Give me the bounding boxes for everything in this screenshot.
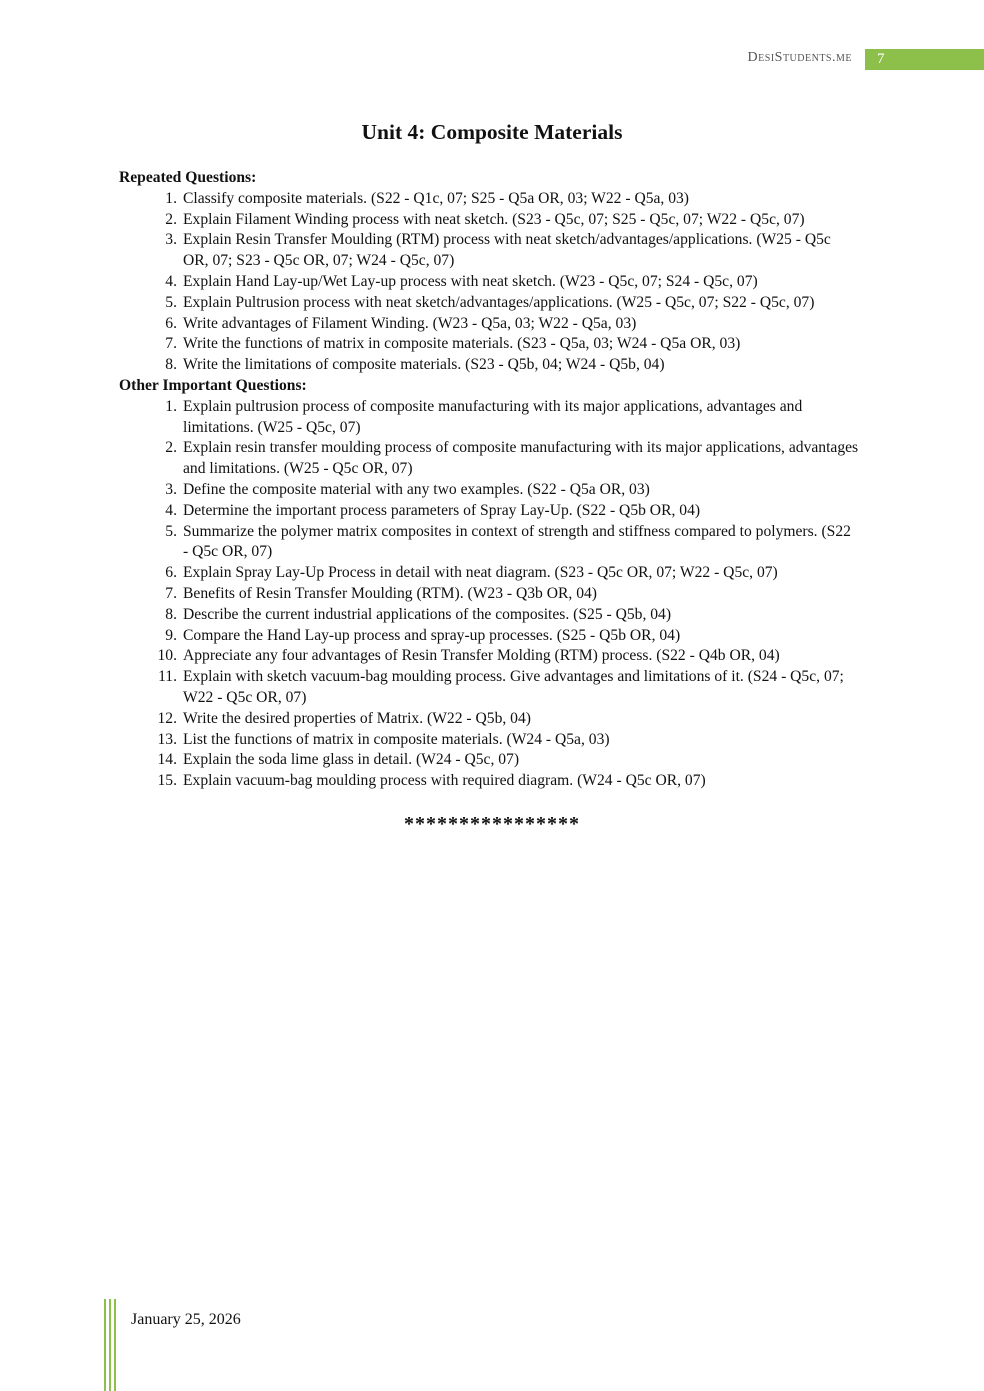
question-number: 4. — [165, 272, 177, 290]
question-number: 14. — [157, 751, 177, 769]
question-item — [119, 480, 859, 501]
question-item — [119, 355, 859, 376]
question-text: Write the desired properties of Matrix. (W22 - Q5b, 04) — [183, 709, 531, 727]
question-text: Compare the Hand Lay-up process and spray-up processes. (S25 - Q5b OR, 04) — [183, 626, 681, 644]
question-number: 3. — [165, 480, 177, 498]
question-text: Benefits of Resin Transfer Moulding (RTM). (W23 - Q3b OR, 04) — [183, 584, 597, 602]
question-item — [119, 730, 859, 751]
question-text: Write advantages of Filament Winding. (W23 - Q5a, 03; W22 - Q5a, 03) — [183, 314, 637, 332]
question-item — [119, 667, 859, 709]
question-number: 5. — [165, 293, 177, 311]
question-item — [119, 314, 859, 335]
question-number: 13. — [157, 730, 177, 748]
question-text: Write the functions of matrix in composite materials. (S23 - Q5a, 03; W24 - Q5a OR, 03) — [183, 335, 741, 353]
question-text: Explain pultrusion process of composite manufacturing with its major applications, advantages and limitations. (W25 - Q5c, 07) — [183, 397, 803, 436]
question-number: 2. — [165, 439, 177, 457]
question-item — [119, 771, 859, 792]
question-item — [119, 605, 859, 626]
question-number: 2. — [165, 210, 177, 228]
question-text: Classify composite materials. (S22 - Q1c, 07; S25 - Q5a OR, 03; W22 - Q5a, 03) — [183, 189, 690, 207]
question-number: 6. — [165, 564, 177, 582]
footer-date: January 25, 2026 — [131, 1311, 241, 1328]
header-site-name: DesiStudents.me — [747, 50, 852, 65]
question-item — [119, 646, 859, 667]
question-number: 5. — [165, 522, 177, 540]
question-text: Describe the current industrial applications of the composites. (S25 - Q5b, 04) — [183, 605, 672, 623]
footer-accent-bars — [104, 1299, 118, 1391]
question-item — [119, 709, 859, 730]
question-content — [119, 168, 859, 835]
question-item — [119, 334, 859, 355]
question-number: 6. — [165, 314, 177, 332]
question-item — [119, 522, 859, 564]
question-item — [119, 293, 859, 314]
question-text: Explain vacuum-bag moulding process with required diagram. (W24 - Q5c OR, 07) — [183, 772, 706, 790]
question-text: Explain with sketch vacuum-bag moulding process. Give advantages and limitations of it. (S24 - Q5c, 07; W22 - Q5c OR, 07) — [183, 668, 844, 706]
question-text: Determine the important process parameters of Spray Lay-Up. (S22 - Q5b OR, 04) — [183, 501, 701, 519]
question-number: 3. — [165, 231, 177, 249]
question-item — [119, 210, 859, 231]
repeated-questions-heading: Repeated Questions: — [119, 169, 257, 186]
question-item — [119, 584, 859, 605]
question-text: Write the limitations of composite materials. (S23 - Q5b, 04; W24 - Q5b, 04) — [183, 356, 665, 374]
question-number: 8. — [165, 356, 177, 374]
question-item — [119, 750, 859, 771]
question-text: Summarize the polymer matrix composites in context of strength and stiffness compared to polymers. (S22 - Q5c OR, 07) — [183, 522, 851, 561]
question-text: Appreciate any four advantages of Resin Transfer Molding (RTM) process. (S22 - Q4b OR, 04) — [183, 647, 780, 665]
question-number: 1. — [165, 397, 177, 415]
question-number: 4. — [165, 501, 177, 519]
question-number: 1. — [165, 189, 177, 207]
question-text: Explain resin transfer moulding process of composite manufacturing with its major applications, advantages and limitations. (W25 - Q5c OR, 07) — [183, 439, 859, 478]
question-text: Explain Spray Lay-Up Process in detail with neat diagram. (S23 - Q5c OR, 07; W22 - Q5c, 07) — [183, 564, 778, 582]
question-text: Explain Resin Transfer Moulding (RTM) process with neat sketch/advantages/applications. (W25 - Q5c OR, 07; S23 - Q5c OR, 07; W24 - Q5c, 07) — [183, 231, 831, 270]
question-item — [119, 626, 859, 647]
other-questions-list — [119, 397, 859, 792]
question-number: 15. — [157, 772, 177, 790]
question-number: 10. — [157, 647, 177, 665]
separator-stars: **************** — [404, 812, 580, 835]
question-number: 7. — [165, 335, 177, 353]
question-number: 11. — [158, 668, 177, 686]
question-text: Explain Filament Winding process with neat sketch. (S23 - Q5c, 07; S25 - Q5c, 07; W22 - Q5c, 07) — [183, 210, 805, 228]
page-title: Unit 4: Composite Materials — [361, 120, 623, 144]
question-text: Define the composite material with any two examples. (S22 - Q5a OR, 03) — [183, 480, 650, 498]
question-number: 12. — [157, 709, 177, 727]
other-questions-heading: Other Important Questions: — [119, 376, 307, 394]
question-number: 8. — [165, 605, 177, 623]
question-text: Explain Pultrusion process with neat sketch/advantages/applications. (W25 - Q5c, 07; S22 - Q5c, 07) — [183, 293, 815, 311]
question-item — [119, 438, 859, 480]
question-item — [119, 230, 859, 272]
question-item — [119, 397, 859, 439]
question-item — [119, 563, 859, 584]
page-number-badge: 7 — [865, 49, 984, 70]
question-item — [119, 189, 859, 210]
question-item — [119, 501, 859, 522]
question-text: Explain Hand Lay-up/Wet Lay-up process with neat sketch. (W23 - Q5c, 07; S24 - Q5c, 07) — [183, 272, 758, 290]
question-item — [119, 272, 859, 293]
repeated-questions-list — [119, 189, 859, 376]
question-number: 7. — [165, 584, 177, 602]
question-number: 9. — [165, 626, 177, 644]
question-text: Explain the soda lime glass in detail. (W24 - Q5c, 07) — [183, 751, 520, 769]
question-text: List the functions of matrix in composite materials. (W24 - Q5a, 03) — [183, 730, 610, 748]
